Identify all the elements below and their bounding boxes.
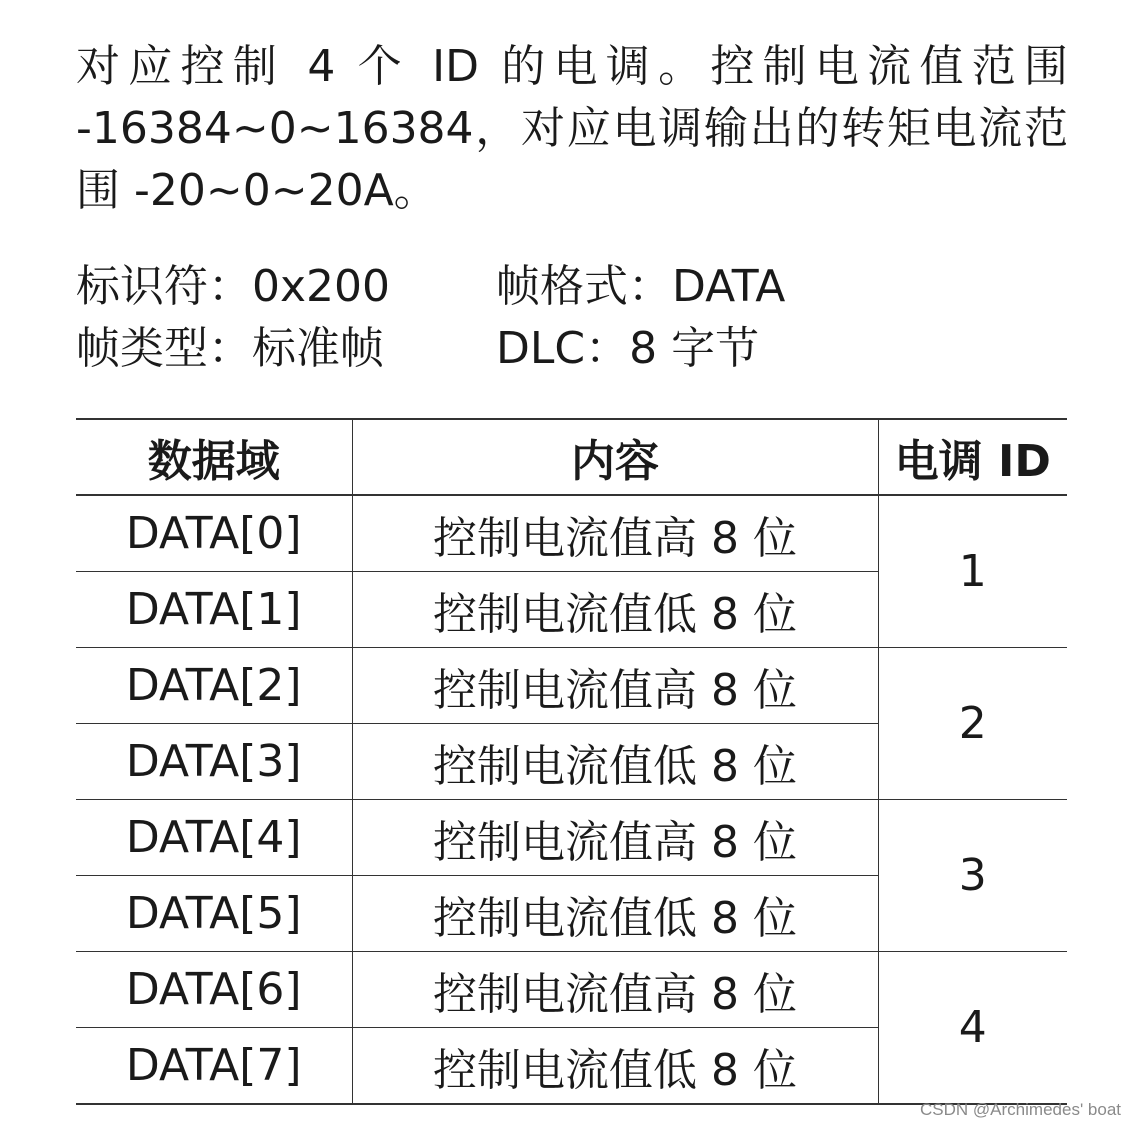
meta-row-2	[76, 318, 785, 380]
watermark: CSDN @Archimedes' boat	[920, 1100, 1121, 1119]
data-field-cell: DATA[3]	[76, 724, 352, 800]
data-field-table	[76, 418, 1067, 1105]
content-cell: 控制电流值低 8 位	[352, 724, 878, 800]
data-field-cell: DATA[6]	[76, 952, 352, 1028]
table-row	[76, 800, 1067, 876]
data-field-cell: DATA[1]	[76, 572, 352, 648]
frame-meta	[76, 256, 785, 380]
table-row	[76, 648, 1067, 724]
data-field-cell: DATA[7]	[76, 1028, 352, 1105]
frame-type-label: 帧类型：标准帧	[76, 323, 384, 374]
content-cell: 控制电流值高 8 位	[352, 495, 878, 572]
dlc-label: DLC：8 字节	[496, 323, 760, 374]
esc-id-cell: 2	[878, 648, 1067, 800]
data-field-cell: DATA[5]	[76, 876, 352, 952]
esc-id-cell: 3	[878, 800, 1067, 952]
data-field-cell: DATA[0]	[76, 495, 352, 572]
content-cell: 控制电流值高 8 位	[352, 952, 878, 1028]
meta-row-1	[76, 256, 785, 318]
data-field-cell: DATA[4]	[76, 800, 352, 876]
content-cell: 控制电流值低 8 位	[352, 572, 878, 648]
header-data-field: 数据域	[76, 419, 352, 495]
table-row	[76, 952, 1067, 1028]
table-row	[76, 495, 1067, 572]
content-cell: 控制电流值高 8 位	[352, 800, 878, 876]
intro-paragraph-block	[76, 36, 1068, 222]
identifier-label: 标识符：0x200	[76, 261, 391, 312]
esc-id-cell: 4	[878, 952, 1067, 1105]
content-cell: 控制电流值低 8 位	[352, 876, 878, 952]
esc-id-cell: 1	[878, 495, 1067, 648]
header-content: 内容	[352, 419, 878, 495]
content-cell: 控制电流值低 8 位	[352, 1028, 878, 1105]
frame-format-label: 帧格式：DATA	[496, 261, 786, 312]
table-header-row	[76, 419, 1067, 495]
content-cell: 控制电流值高 8 位	[352, 648, 878, 724]
intro-paragraph: 对应控制 4 个 ID 的电调。控制电流值范围 -16384~0~16384，对应电调输出的转矩电流范围 -20~0~20A。	[76, 41, 1068, 216]
data-field-cell: DATA[2]	[76, 648, 352, 724]
header-esc-id: 电调 ID	[878, 419, 1067, 495]
